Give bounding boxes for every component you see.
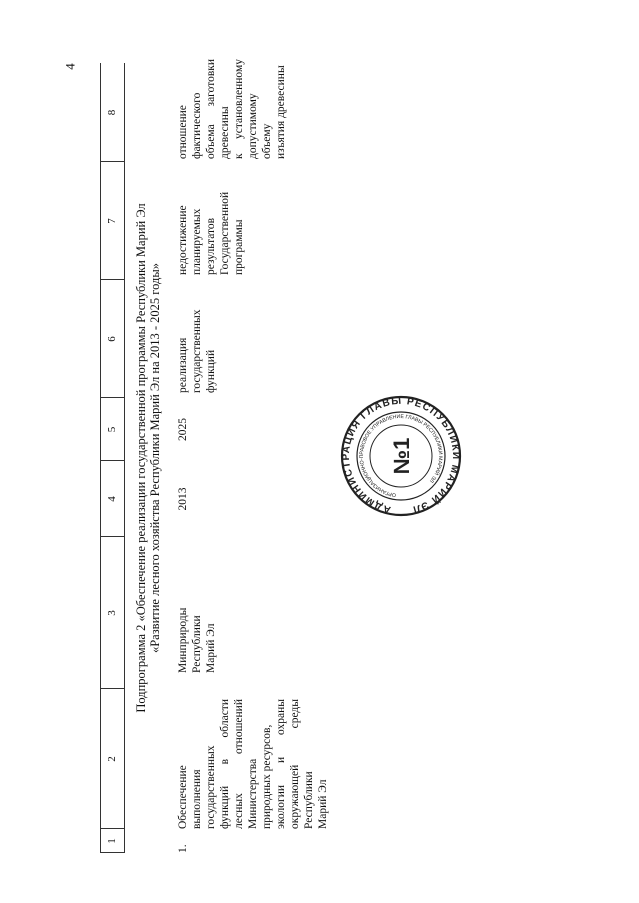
event-name-line: Республики [303,771,315,829]
event-name-line: природных ресурсов, [261,724,273,829]
consequence-line: Государственной [219,191,231,275]
event-name-line: государственных [205,745,217,829]
executor-cell [176,543,218,673]
expected-result-line: реализация [177,337,189,393]
expected-result-cell [176,283,218,393]
consequence-line: планируемых [191,208,203,275]
end-year-cell: 2025 [177,418,189,441]
indicator-line: объема заготовки древесины [205,59,231,159]
event-name-cell [176,699,330,829]
executor-line: Марий Эл [205,623,217,673]
subprogram-title-line: Подпрограмма 2 «Обеспечение реализации государственной программы Республики Марий Эл [134,203,148,713]
row-index: 1. [177,844,189,853]
executor-line: Республики [191,615,203,673]
consequence-line: недостижение [177,205,189,275]
start-year-cell: 2013 [177,487,189,511]
indicator-line: изъятия древесины [275,65,287,159]
consequence-line: результатов [205,217,217,275]
official-stamp [340,395,462,517]
event-name-line: выполнения [191,769,203,829]
indicator-line: к установленному [233,59,245,159]
page-number: 4 [62,63,78,70]
stamp-outer-text: АДМИНИСТРАЦИЯ ГЛАВЫ РЕСПУБЛИКИ МАРИЙ ЭЛ [340,395,462,515]
column-number-1: 1 [106,838,118,844]
column-number-2: 2 [106,756,118,762]
consequence-cell [176,165,246,275]
indicator-line: допустимому объему [247,93,273,159]
indicator-cell [176,59,288,159]
subprogram-title-line: «Развитие лесного хозяйства Республики Марий Эл на 2013 - 2025 годы» [148,263,162,654]
event-name-line: Марий Эл [317,779,329,829]
column-number-7: 7 [106,218,118,224]
stamp-inner-text: ОРГАНИЗАЦИОННО-ПРАВОВОЕ УПРАВЛЕНИЕ ГЛАВЫ РЕСПУБЛИКИ МАРИЙ ЭЛ [358,413,444,498]
executor-line: Минприроды [177,607,189,673]
column-number-4: 4 [106,496,118,502]
subprogram-title [134,63,162,853]
expected-result-line: функций [205,349,217,393]
table-header-row [100,63,125,853]
event-name-line: экологии и охраны [275,699,287,829]
consequence-line: программы [233,219,245,275]
column-number-6: 6 [106,336,118,342]
event-name-line: окружающей среды [289,699,301,829]
column-number-3: 3 [106,610,118,616]
event-name-line: Министерства [247,758,259,829]
event-name-line: лесных отношений [233,699,245,829]
expected-result-line: государственных [191,309,203,393]
indicator-line: отношение фактического [177,92,203,159]
column-number-5: 5 [106,426,118,433]
column-number-8: 8 [106,109,118,116]
table-top-border [100,63,101,853]
event-name-line: Обеспечение [177,765,189,829]
event-name-line: функций в области [219,699,231,829]
stamp-number: №1 [389,437,414,475]
